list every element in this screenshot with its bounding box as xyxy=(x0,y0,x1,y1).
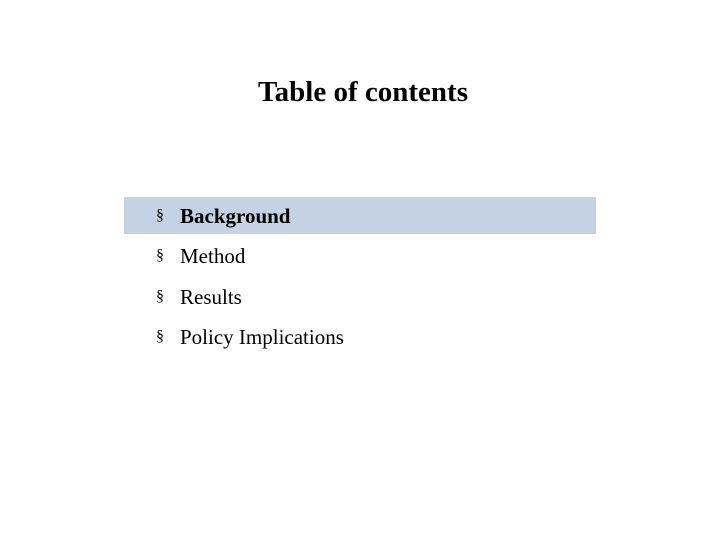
toc-item-background[interactable] xyxy=(124,197,596,234)
toc-item-method[interactable] xyxy=(124,238,596,275)
toc-list xyxy=(124,197,596,359)
section-sign-bullet-icon: § xyxy=(156,206,164,224)
section-sign-bullet-icon: § xyxy=(156,247,164,264)
toc-item-label: Method xyxy=(180,244,246,268)
section-sign-bullet-icon: § xyxy=(156,328,164,345)
toc-item-label: Policy Implications xyxy=(180,325,344,349)
toc-item-results[interactable] xyxy=(124,278,596,315)
slide-title: Table of contents xyxy=(258,76,468,108)
section-sign-bullet-icon: § xyxy=(156,287,164,305)
toc-item-policy-implications[interactable] xyxy=(124,319,596,356)
toc-item-label: Background xyxy=(180,203,291,228)
toc-item-label: Results xyxy=(180,284,242,309)
